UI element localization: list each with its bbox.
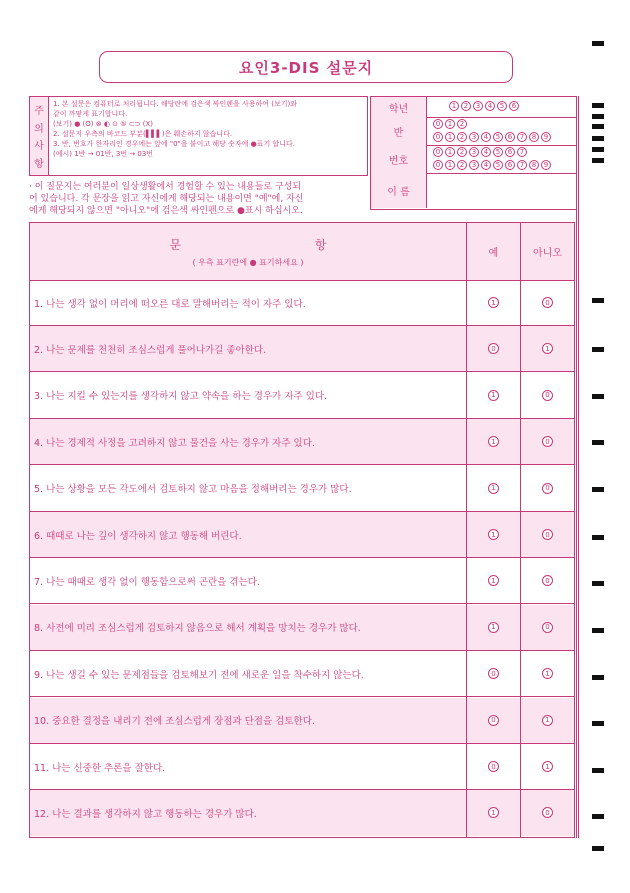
choice-bubble[interactable]: 9 [541, 132, 551, 142]
question-row [30, 698, 574, 744]
name-row [371, 173, 576, 208]
no-bubble[interactable]: 0 [542, 622, 553, 633]
instructions-heading: 주 의 사 항 [30, 97, 49, 175]
timing-mark [592, 41, 604, 46]
question-row [30, 466, 574, 512]
table-header [30, 223, 574, 281]
timing-mark [592, 768, 604, 773]
number-tens-bubbles [433, 147, 527, 157]
choice-bubble[interactable]: 0 [433, 119, 443, 129]
yes-bubble[interactable]: 1 [488, 807, 499, 818]
yes-bubble[interactable]: 1 [488, 622, 499, 633]
no-bubble[interactable]: 0 [542, 436, 553, 447]
question-text: 7. 나는 때때로 생각 없이 행동함으로써 곤란을 겪는다. [34, 576, 260, 588]
question-table [29, 222, 575, 838]
header-question-sub: ( 우측 표기란에 ● 표기하세요 ) [192, 257, 304, 267]
no-bubble[interactable]: 0 [542, 807, 553, 818]
timing-mark [592, 581, 604, 586]
question-text: 12. 나는 결과를 생각하지 않고 행동하는 경우가 많다. [34, 808, 257, 820]
timing-mark [592, 535, 604, 540]
choice-bubble[interactable]: 1 [445, 160, 455, 170]
yes-bubble[interactable]: 0 [488, 668, 499, 679]
timing-mark [592, 136, 604, 141]
question-text: 8. 사전에 미리 조심스럽게 검토하지 않음으로 해서 계획을 망치는 경우가 많다. [34, 623, 361, 635]
timing-mark [592, 814, 604, 819]
choice-bubble[interactable]: 6 [505, 132, 515, 142]
question-text: 6. 때때로 나는 깊이 생각하지 않고 행동해 버린다. [34, 530, 242, 542]
no-bubble[interactable]: 0 [542, 483, 553, 494]
question-row [30, 651, 574, 697]
choice-bubble[interactable]: 3 [473, 101, 483, 111]
choice-bubble[interactable]: 1 [445, 147, 455, 157]
no-bubble[interactable]: 1 [542, 715, 553, 726]
timing-mark [592, 124, 604, 129]
timing-mark [592, 347, 604, 352]
question-text: 10. 중요한 결정을 내리기 전에 조심스럽게 장점과 단점을 검토한다. [34, 716, 315, 728]
choice-bubble[interactable]: 3 [469, 160, 479, 170]
class-row [371, 117, 576, 146]
question-text: 5. 나는 상황을 모든 각도에서 검토하지 않고 마음을 정해버리는 경우가 많다. [34, 484, 352, 496]
question-text: 2. 나는 문제를 천천히 조심스럽게 풀어나가길 좋아한다. [34, 344, 267, 356]
yes-bubble[interactable]: 1 [488, 297, 499, 308]
class-label: 반 [371, 117, 427, 145]
choice-bubble[interactable]: 5 [493, 160, 503, 170]
choice-bubble[interactable]: 6 [505, 160, 515, 170]
no-bubble[interactable]: 0 [542, 390, 553, 401]
choice-bubble[interactable]: 2 [457, 119, 467, 129]
question-row [30, 790, 574, 836]
timing-mark [592, 114, 604, 119]
question-row [30, 744, 574, 790]
header-question-title: 문 항 [169, 237, 327, 252]
header-no: 아니오 [533, 248, 562, 259]
timing-mark [592, 628, 604, 633]
timing-mark [592, 846, 604, 851]
choice-bubble[interactable]: 2 [457, 160, 467, 170]
choice-bubble[interactable]: 1 [445, 119, 455, 129]
choice-bubble[interactable]: 1 [449, 101, 459, 111]
no-bubble[interactable]: 0 [542, 575, 553, 586]
no-bubble[interactable]: 0 [542, 297, 553, 308]
number-label: 번호 [371, 145, 427, 173]
class-tens-bubbles [433, 119, 467, 129]
yes-bubble[interactable]: 1 [488, 390, 499, 401]
header-yes: 예 [488, 248, 499, 259]
choice-bubble[interactable]: 2 [457, 132, 467, 142]
timing-mark [592, 158, 604, 163]
choice-bubble[interactable]: 7 [517, 147, 527, 157]
question-row [30, 605, 574, 651]
choice-bubble[interactable]: 4 [481, 147, 491, 157]
no-bubble[interactable]: 1 [542, 343, 553, 354]
choice-bubble[interactable]: 6 [509, 101, 519, 111]
question-text: 3. 나는 지킬 수 있는지를 생각하지 않고 약속을 하는 경우가 자주 있다. [34, 391, 328, 403]
yes-bubble[interactable]: 1 [488, 436, 499, 447]
choice-bubble[interactable]: 8 [529, 160, 539, 170]
yes-bubble[interactable]: 0 [488, 715, 499, 726]
choice-bubble[interactable]: 6 [505, 147, 515, 157]
question-row [30, 419, 574, 465]
question-row [30, 326, 574, 372]
choice-bubble[interactable]: 0 [433, 160, 443, 170]
timing-mark [592, 487, 604, 492]
column-divider [520, 223, 521, 837]
instructions-box [29, 96, 368, 176]
timing-mark [592, 721, 604, 726]
question-row [30, 373, 574, 419]
question-row [30, 512, 574, 558]
no-bubble[interactable]: 1 [542, 761, 553, 772]
intro-text: · 이 질문지는 여러분이 일상생활에서 경험할 수 있는 내용들로 구성되 어 있습니다. 각 문장을 읽고 자신에게 해당되는 내용이면 "예"에, 자신 에게 해당되지 않으면 "아니오"에 검은색 싸인펜으로 ●표시 하십시오. [29, 182, 304, 216]
question-text: 9. 나는 생길 수 있는 문제점들을 검토해보기 전에 새로운 일을 착수하지 않는다. [34, 669, 364, 681]
header-question [30, 223, 466, 280]
column-divider [466, 223, 467, 837]
question-text: 11. 나는 신중한 추론을 잘한다. [34, 762, 166, 774]
number-row [371, 145, 576, 174]
choice-bubble[interactable]: 2 [457, 147, 467, 157]
form-title: 요인3-DIS 설문지 [99, 51, 513, 83]
yes-bubble[interactable]: 1 [488, 529, 499, 540]
instructions-text: 1. 본 설문은 컴퓨터로 처리됩니다. 해당란에 검은색 싸인펜을 사용하여 (보기)와 같이 까맣게 표기합니다. (보기) ● (O) ⊗ ◐ ⊙ ⑤ ⊂⊃ (X) 2. 설문지 우측의 바코드 부분(▌▌▌)은 훼손하지 않습니다. 3. 반, 번호가 한자리인 경우에는 앞에 "0"을 붙이고 해당 숫자에 ●표기 합니다. (예시) 1반 → 01반, 3번 → 03번 [53, 100, 298, 158]
choice-bubble[interactable]: 0 [433, 132, 443, 142]
choice-bubble[interactable]: 0 [433, 147, 443, 157]
choice-bubble[interactable]: 4 [481, 160, 491, 170]
timing-mark [592, 298, 604, 303]
timing-mark [592, 440, 604, 445]
student-id-box [370, 96, 577, 210]
yes-bubble[interactable]: 1 [488, 575, 499, 586]
timing-mark [592, 147, 604, 152]
yes-bubble[interactable]: 1 [488, 483, 499, 494]
choice-bubble[interactable]: 5 [493, 132, 503, 142]
grade-bubbles [449, 101, 519, 111]
right-border-bar [576, 96, 579, 838]
choice-bubble[interactable]: 4 [485, 101, 495, 111]
choice-bubble[interactable]: 3 [469, 147, 479, 157]
choice-bubble[interactable]: 7 [517, 160, 527, 170]
question-row [30, 558, 574, 604]
question-row [30, 280, 574, 326]
no-bubble[interactable]: 0 [542, 529, 553, 540]
choice-bubble[interactable]: 4 [481, 132, 491, 142]
choice-bubble[interactable]: 3 [469, 132, 479, 142]
number-ones-bubbles [433, 160, 551, 170]
choice-bubble[interactable]: 1 [445, 132, 455, 142]
grade-label: 학년 [371, 97, 427, 117]
yes-bubble[interactable]: 0 [488, 343, 499, 354]
question-text: 4. 나는 경제적 사정을 고려하지 않고 물건을 사는 경우가 자주 있다. [34, 437, 315, 449]
choice-bubble[interactable]: 5 [493, 147, 503, 157]
grade-row [371, 97, 576, 118]
choice-bubble[interactable]: 2 [461, 101, 471, 111]
timing-mark [592, 103, 604, 108]
question-text: 1. 나는 생각 없이 머리에 떠오른 대로 말해버리는 적이 자주 있다. [34, 298, 306, 310]
name-label: 이 름 [371, 173, 427, 208]
class-ones-bubbles [433, 132, 551, 142]
no-bubble[interactable]: 1 [542, 668, 553, 679]
choice-bubble[interactable]: 7 [517, 132, 527, 142]
timing-mark [592, 394, 604, 399]
yes-bubble[interactable]: 0 [488, 761, 499, 772]
choice-bubble[interactable]: 9 [541, 160, 551, 170]
choice-bubble[interactable]: 8 [529, 132, 539, 142]
timing-mark [592, 675, 604, 680]
choice-bubble[interactable]: 5 [497, 101, 507, 111]
